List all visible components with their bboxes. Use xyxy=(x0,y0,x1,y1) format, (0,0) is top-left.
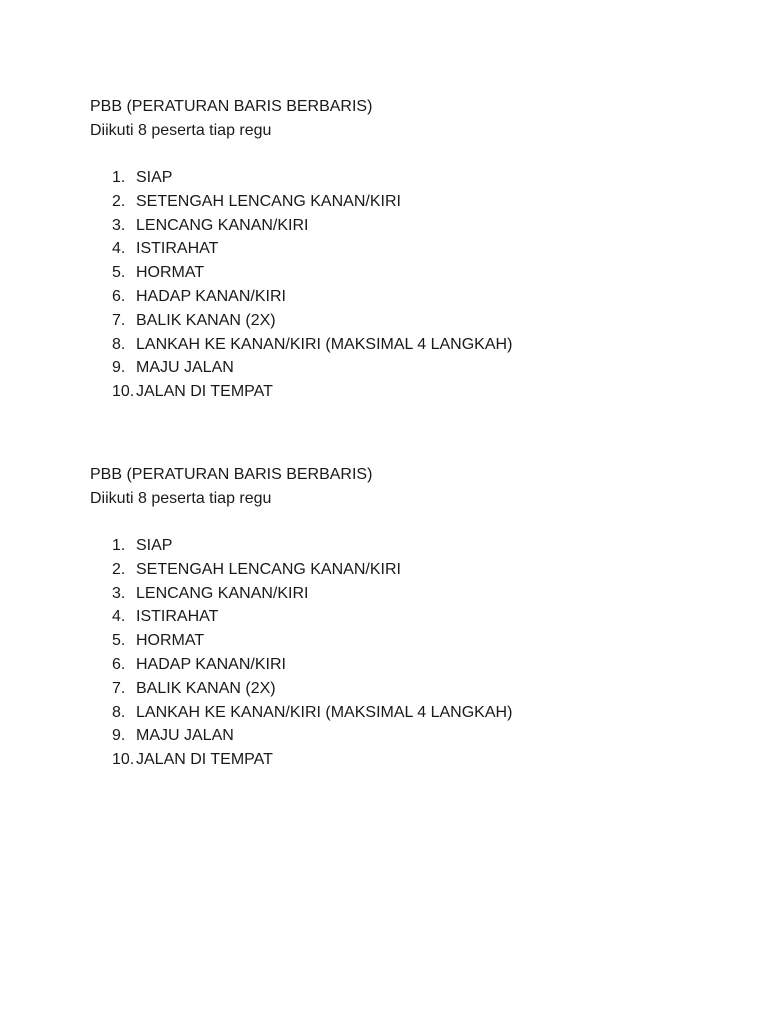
list-item-text: MAJU JALAN xyxy=(136,727,234,745)
list-number: 7. xyxy=(112,679,126,697)
list-number: 4. xyxy=(112,240,126,258)
list-item-text: LANKAH KE KANAN/KIRI (MAKSIMAL 4 LANGKAH) xyxy=(136,703,513,721)
list-item xyxy=(90,534,690,558)
list-number: 5. xyxy=(112,632,126,650)
section-title: PBB (PERATURAN BARIS BERBARIS) xyxy=(90,466,373,483)
list-item-text: SETENGAH LENCANG KANAN/KIRI xyxy=(136,560,401,578)
list-item xyxy=(90,582,690,606)
list-item xyxy=(90,214,690,238)
list-item-text: BALIK KANAN (2X) xyxy=(136,679,276,697)
list-number: 8. xyxy=(112,335,126,353)
list-item-text: BALIK KANAN (2X) xyxy=(136,311,276,329)
list-item xyxy=(90,190,690,214)
list-number: 3. xyxy=(112,216,126,234)
list-number: 3. xyxy=(112,584,126,602)
list-item xyxy=(90,261,690,285)
list-item-text: SETENGAH LENCANG KANAN/KIRI xyxy=(136,192,401,210)
list-item xyxy=(90,380,690,404)
list-number: 2. xyxy=(112,192,126,210)
list-item-text: MAJU JALAN xyxy=(136,359,234,377)
list-number: 7. xyxy=(112,311,126,329)
list-number: 6. xyxy=(112,655,126,673)
list-number: 2. xyxy=(112,560,126,578)
list-item xyxy=(90,558,690,582)
list-number: 4. xyxy=(112,608,126,626)
document-section-1 xyxy=(90,95,690,404)
list-item xyxy=(90,653,690,677)
list-item xyxy=(90,356,690,380)
list-item xyxy=(90,677,690,701)
list-item-text: SIAP xyxy=(136,169,173,186)
spacer xyxy=(90,511,690,534)
section-title: PBB (PERATURAN BARIS BERBARIS) xyxy=(90,98,373,115)
list-number: 9. xyxy=(112,359,126,377)
list-item-text: HORMAT xyxy=(136,632,205,650)
list-item xyxy=(90,605,690,629)
list-number: 1. xyxy=(112,169,126,186)
list-number: 10. xyxy=(112,383,135,401)
list-item xyxy=(90,724,690,748)
list-item-text: JALAN DI TEMPAT xyxy=(136,383,273,401)
list-item xyxy=(90,237,690,261)
list-item-text: ISTIRAHAT xyxy=(136,608,219,626)
list-item xyxy=(90,629,690,653)
list-number: 1. xyxy=(112,537,126,554)
list-item-text: SIAP xyxy=(136,537,173,554)
list-item xyxy=(90,309,690,333)
list-item-text: HADAP KANAN/KIRI xyxy=(136,655,286,673)
section-subtitle: Diikuti 8 peserta tiap regu xyxy=(90,122,272,139)
list-item-text: LENCANG KANAN/KIRI xyxy=(136,216,309,234)
list-item-text: ISTIRAHAT xyxy=(136,240,219,258)
numbered-list xyxy=(90,534,690,772)
list-item-text: HORMAT xyxy=(136,264,205,282)
numbered-list xyxy=(90,166,690,404)
document-section-2 xyxy=(90,463,690,772)
list-number: 8. xyxy=(112,703,126,721)
list-number: 10. xyxy=(112,751,135,769)
list-number: 9. xyxy=(112,727,126,745)
list-item-text: LENCANG KANAN/KIRI xyxy=(136,584,309,602)
list-item xyxy=(90,285,690,309)
section-subtitle: Diikuti 8 peserta tiap regu xyxy=(90,490,272,507)
list-number: 5. xyxy=(112,264,126,282)
list-item xyxy=(90,701,690,725)
spacer xyxy=(90,143,690,166)
list-item xyxy=(90,333,690,357)
list-item xyxy=(90,748,690,772)
list-item xyxy=(90,166,690,190)
list-number: 6. xyxy=(112,287,126,305)
list-item-text: LANKAH KE KANAN/KIRI (MAKSIMAL 4 LANGKAH) xyxy=(136,335,513,353)
list-item-text: HADAP KANAN/KIRI xyxy=(136,287,286,305)
list-item-text: JALAN DI TEMPAT xyxy=(136,751,273,769)
